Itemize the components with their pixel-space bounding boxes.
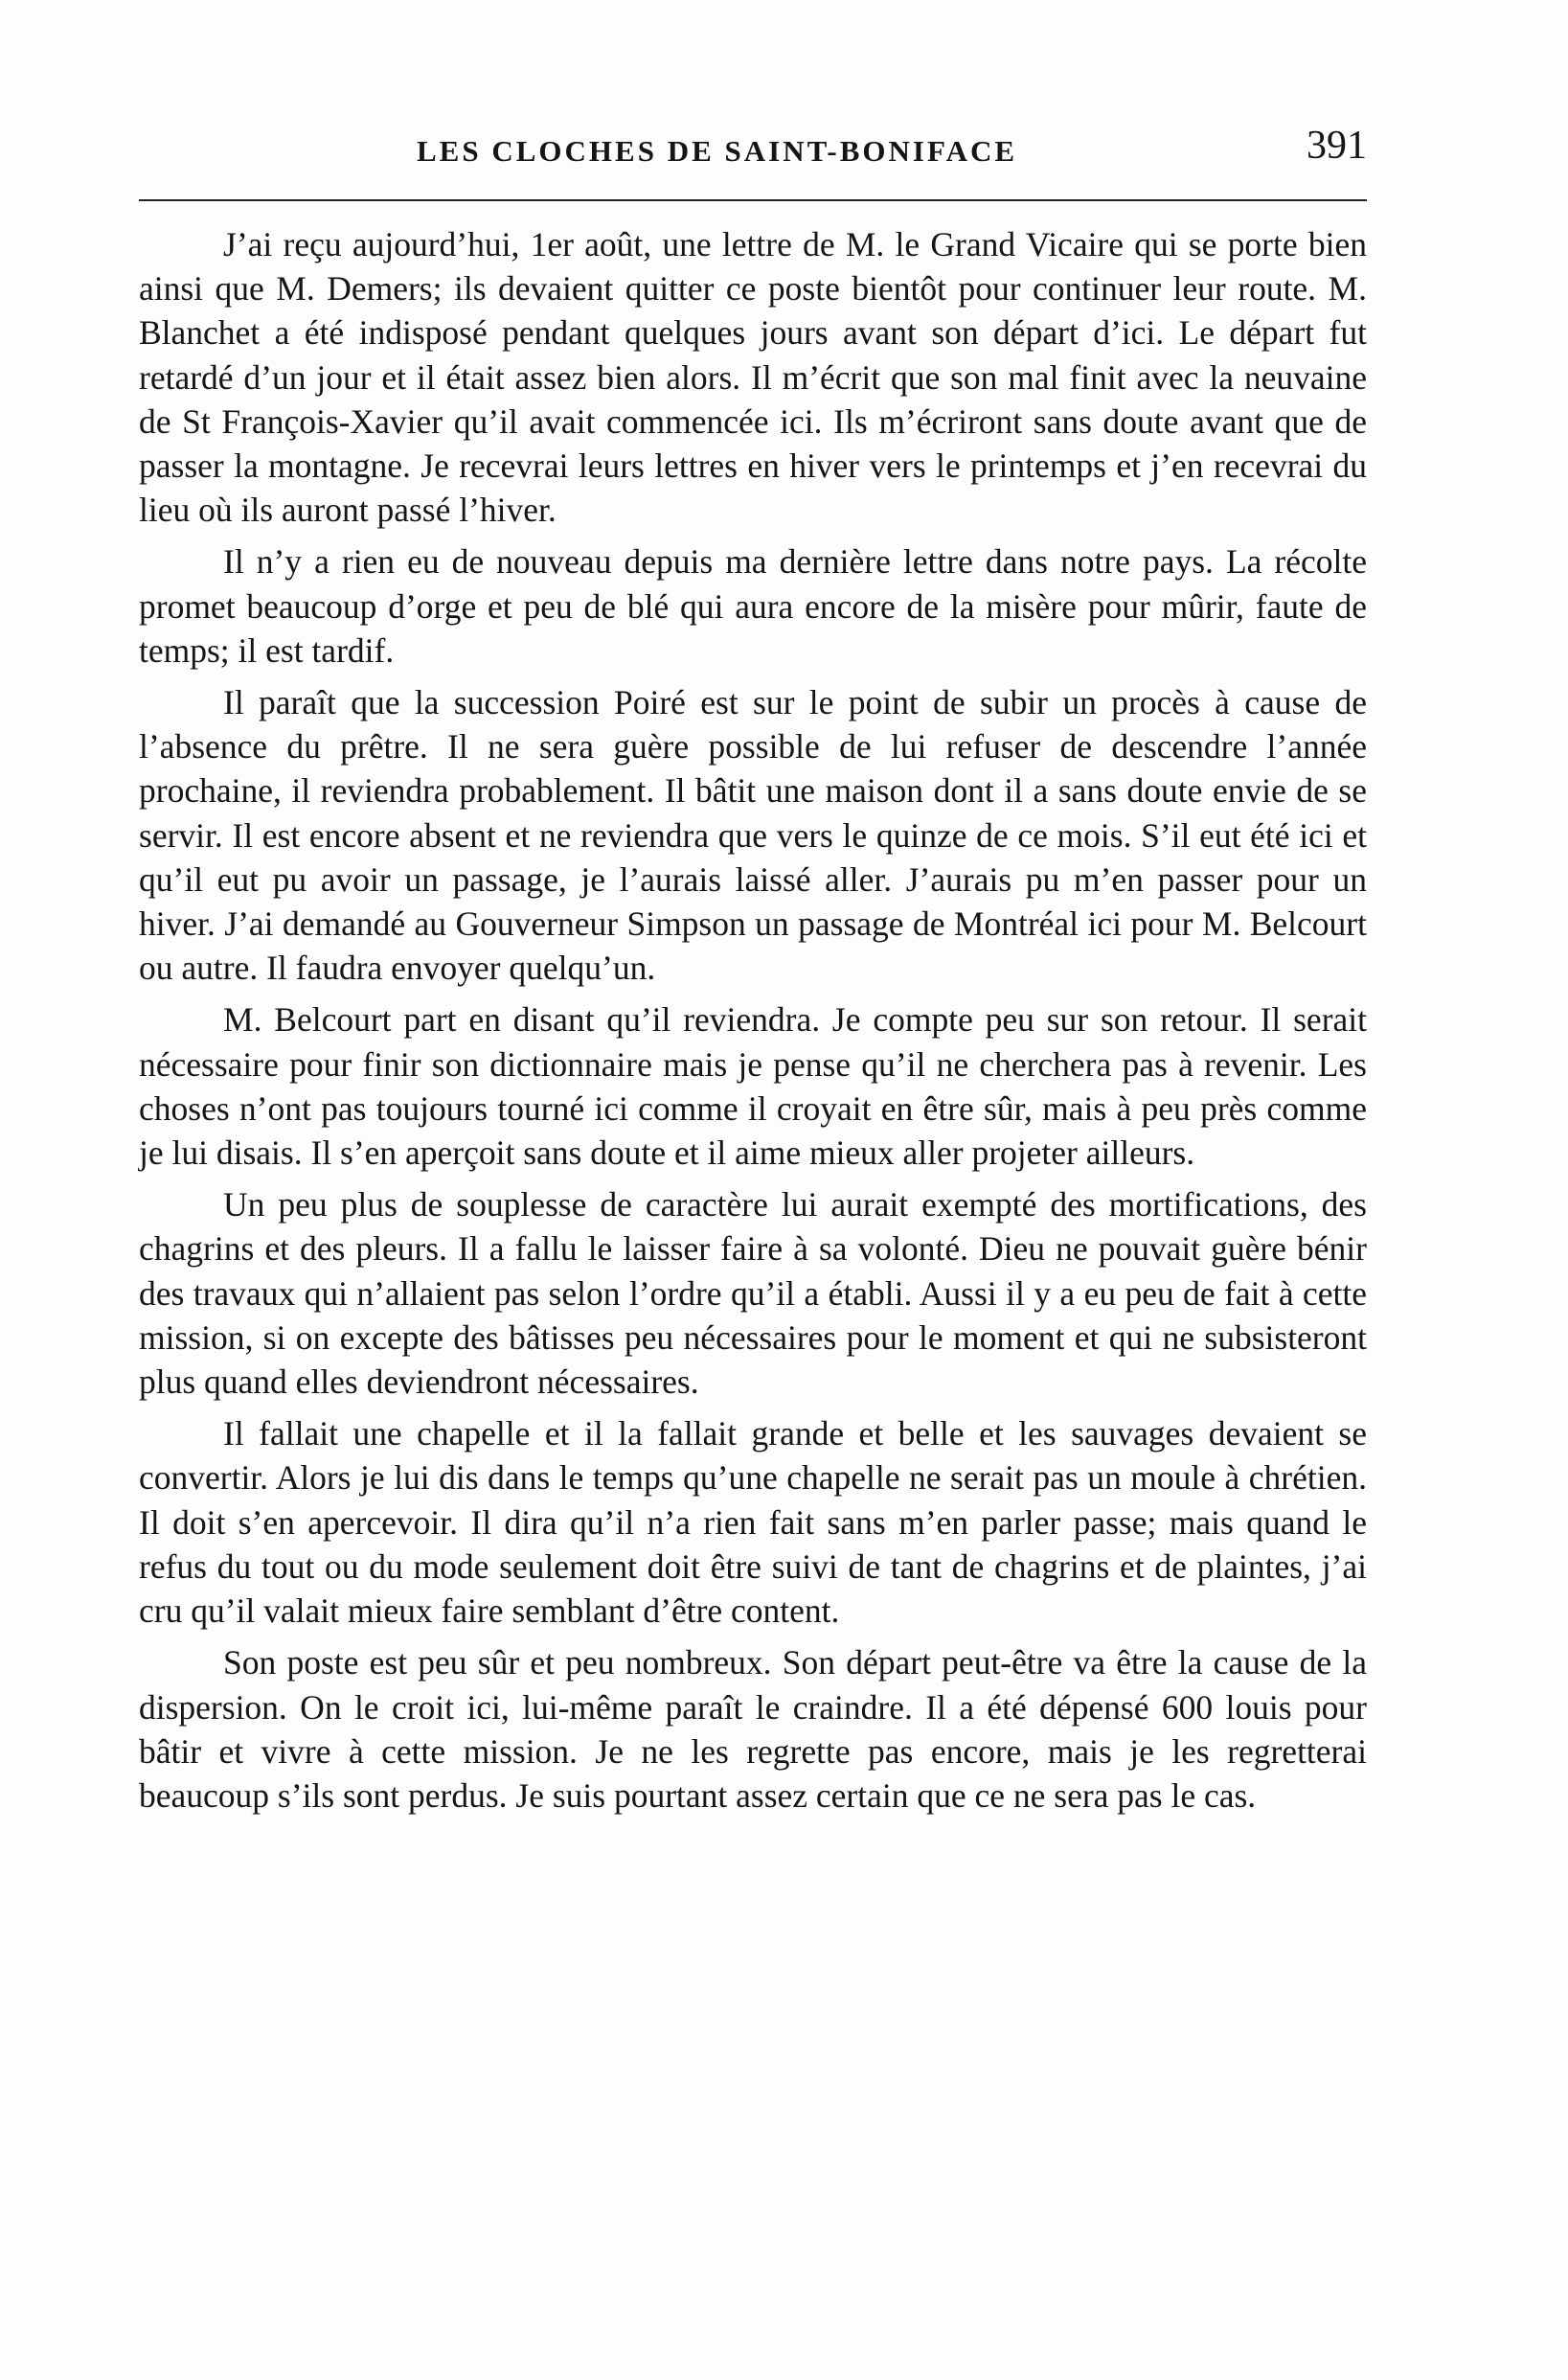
paragraph: Il fallait une chapelle et il la fallait grande et belle et les sauvages devaient se convertir. Alors je lui dis dans le temps qu’une chapelle ne serait pas un moule à chrétien. Il doit s’en apercevoir. Il dira qu’il n’a rien fait sans m’en parler passe; mais quand le refus du tout ou du mode seulement doit être suivi de tant de chagrins et de plaintes, j’ai cru qu’il valait mieux faire semblant d’être content.	[139, 1414, 1367, 1631]
paragraph: J’ai reçu aujourd’hui, 1er août, une lettre de M. le Grand Vicaire qui se porte bien ainsi que M. Demers; ils devaient quitter ce poste bientôt pour continuer leur route. M. Blanchet a été indisposé pendant quelques jours avant son départ d’ici. Le départ fut retardé d’un jour et il était assez bien alors. Il m’écrit que son mal finit avec la neuvaine de St François-Xavier qu’il avait commencée ici. Ils m’écriront sans doute avant que de passer la montagne. Je recevrai leurs lettres en hiver vers le printemps et j’en recevrai du lieu où ils auront passé l’hiver.	[139, 225, 1367, 530]
paragraph: Un peu plus de souplesse de caractère lui aurait exempté des mortifications, des chagrins et des pleurs. Il a fallu le laisser faire à sa volonté. Dieu ne pouvait guère bénir des travaux qui n’allaient pas selon l’ordre qu’il a établi. Aussi il y a eu peu de fait à cette mission, si on excepte des bâtisses peu nécessaires pour le moment et qui ne subsisteront plus quand elles deviendront nécessaires.	[139, 1185, 1367, 1402]
paragraph: M. Belcourt part en disant qu’il reviendra. Je compte peu sur son retour. Il serait nécessaire pour finir son dictionnaire mais je pense qu’il ne cherchera pas à revenir. Les choses n’ont pas toujours tourné ici comme il croyait en être sûr, mais à peu près comme je lui disais. Il s’en aperçoit sans doute et il aime mieux aller projeter ailleurs.	[139, 1000, 1367, 1173]
paragraph: Son poste est peu sûr et peu nombreux. Son départ peut-être va être la cause de la dispersion. On le croit ici, lui-même paraît le craindre. Il a été dépensé 600 louis pour bâtir et vivre à cette mission. Je ne les regrette pas encore, mais je les regretterai beaucoup s’ils sont perdus. Je suis pourtant assez certain que ce ne sera pas le cas.	[139, 1643, 1367, 1815]
body-text	[139, 222, 1367, 1825]
paragraph: Il paraît que la succession Poiré est sur le point de subir un procès à cause de l’absence du prêtre. Il ne sera guère possible de lui refuser de descendre l’année prochaine, il reviendra probablement. Il bâtit une maison dont il a sans doute envie de se servir. Il est encore absent et ne reviendra que vers le quinze de ce mois. S’il eut été ici et qu’il eut pu avoir un passage, je l’aurais laissé aller. J’aurais pu m’en passer pour un hiver. J’ai demandé au Gouverneur Simpson un passage de Montréal ici pour M. Belcourt ou autre. Il faudra envoyer quelqu’un.	[139, 683, 1367, 988]
header-rule	[139, 199, 1367, 201]
paragraph: Il n’y a rien eu de nouveau depuis ma dernière lettre dans notre pays. La récolte promet beaucoup d’orge et peu de blé qui aura encore de la misère pour mûrir, faute de temps; il est tardif.	[139, 542, 1367, 670]
running-head: LES CLOCHES DE SAINT-BONIFACE	[417, 134, 1018, 168]
page-number: 391	[1307, 124, 1367, 168]
page-header	[139, 123, 1367, 180]
